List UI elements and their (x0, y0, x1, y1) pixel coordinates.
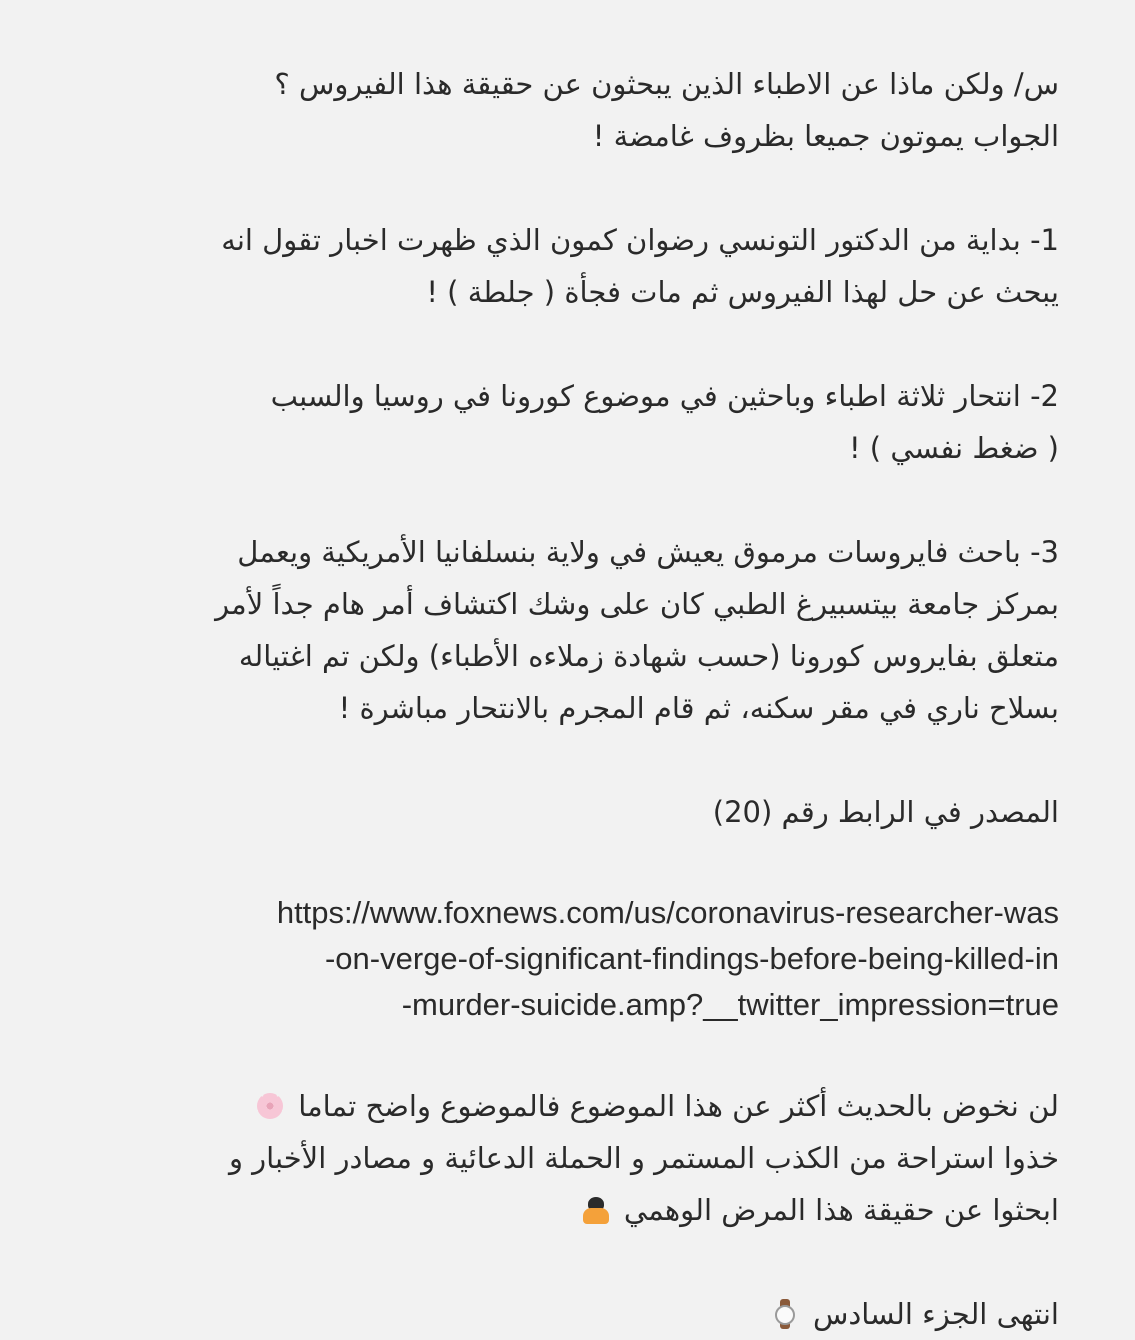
url-line-3[interactable]: -murder-suicide.amp?__twitter_impression=true (401, 987, 1059, 1022)
watch-icon (770, 1299, 800, 1329)
question-answer-paragraph (60, 58, 1059, 162)
closing-paragraph (60, 1080, 1059, 1236)
source-paragraph (60, 786, 1059, 838)
item-3-line-1: 3- باحث فايروسات مرموق يعيش في ولاية بنسلفانيا الأمريكية ويعمل (237, 535, 1059, 569)
source-label: المصدر في الرابط رقم (20) (712, 795, 1059, 829)
item-1-line-2: يبحث عن حل لهذا الفيروس ثم مات فجأة ( جلطة ) ! (426, 275, 1059, 309)
item-2-paragraph (60, 370, 1059, 474)
item-3-paragraph (60, 526, 1059, 734)
closing-line-3 (60, 1184, 1059, 1236)
cherry-blossom-icon (255, 1091, 285, 1121)
closing-line-1-text: لن نخوض بالحديث أكثر عن هذا الموضوع فالموضوع واضح تماما (298, 1089, 1059, 1123)
item-1-paragraph (60, 214, 1059, 318)
item-2-line-2: ( ضغط نفسي ) ! (848, 431, 1059, 465)
closing-line-1 (60, 1080, 1059, 1132)
note-body (60, 58, 1059, 1331)
url-line-2[interactable]: -on-verge-of-significant-findings-before-being-killed-in (324, 941, 1059, 976)
source-url-link[interactable] (60, 890, 1059, 1028)
item-3-line-2: بمركز جامعة بيتسبيرغ الطبي كان على وشك اكتشاف أمر هام جداً لأمر (215, 587, 1059, 621)
answer-line: الجواب يموتون جميعا بظروف غامضة ! (592, 119, 1059, 153)
closing-line-3-text: ابحثوا عن حقيقة هذا المرض الوهمي (623, 1193, 1059, 1227)
item-2-line-1: 2- انتحار ثلاثة اطباء وباحثين في موضوع كورونا في روسيا والسبب (270, 379, 1059, 413)
question-line: س/ ولكن ماذا عن الاطباء الذين يبحثون عن حقيقة هذا الفيروس ؟ (274, 67, 1059, 101)
end-paragraph (60, 1288, 1059, 1340)
end-text: انتهى الجزء السادس (812, 1297, 1059, 1331)
closing-line-2: خذوا استراحة من الكذب المستمر و الحملة الدعائية و مصادر الأخبار و (228, 1141, 1059, 1175)
url-line-1[interactable]: https://www.foxnews.com/us/coronavirus-researcher-was (276, 895, 1059, 930)
item-1-line-1: 1- بداية من الدكتور التونسي رضوان كمون الذي ظهرت اخبار تقول انه (221, 223, 1059, 257)
item-3-line-3: متعلق بفايروس كورونا (حسب شهادة زملاءه الأطباء) ولكن تم اغتياله (238, 639, 1059, 673)
item-3-line-4: بسلاح ناري في مقر سكنه، ثم قام المجرم بالانتحار مباشرة ! (338, 691, 1059, 725)
end-line (60, 1288, 1059, 1340)
